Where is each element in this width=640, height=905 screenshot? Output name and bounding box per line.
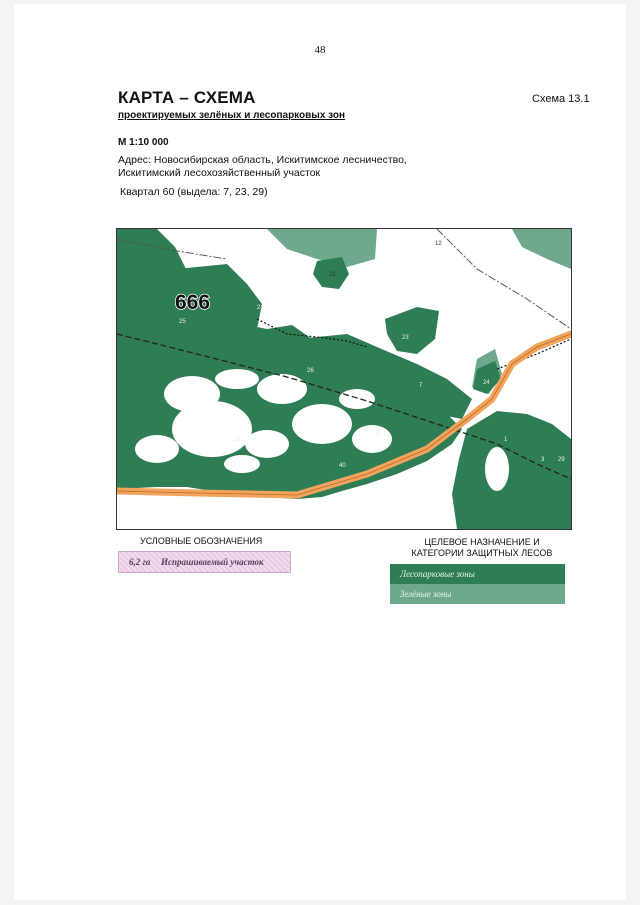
plot-label: 23 — [402, 335, 409, 341]
plot-label: 3 — [541, 457, 545, 463]
plot-label: 29 — [558, 457, 565, 463]
block-number-label: 666 — [175, 291, 211, 314]
map-scheme — [116, 228, 572, 530]
zones-legend-title-line-1: ЦЕЛЕВОЕ НАЗНАЧЕНИЕ И — [424, 537, 540, 547]
page-number: 48 — [314, 44, 326, 56]
plot-label: 12 — [435, 241, 442, 247]
plot-label: 1 — [504, 437, 508, 443]
zone-forest-park — [390, 564, 565, 584]
plot-label: 40 — [339, 463, 346, 469]
plot-label: 30 — [374, 430, 381, 436]
plot-label: 24 — [483, 380, 490, 386]
legend-item-label: Испрашиваемый участок — [161, 557, 264, 567]
zone-green — [390, 584, 565, 604]
map-canvas — [117, 229, 571, 529]
legend-area-value: 6,2 га — [129, 557, 151, 567]
page-title: КАРТА – СХЕМА — [118, 88, 256, 107]
plot-label: 21 — [257, 305, 264, 311]
plot-label: 25 — [179, 319, 186, 325]
page-subtitle: проектируемых зелёных и лесопарковых зон — [118, 110, 346, 121]
quarter-text: Квартал 60 (выдела: 7, 23, 29) — [120, 186, 268, 198]
forest-area-east — [452, 411, 571, 529]
zone-label: Зелёные зоны — [400, 589, 452, 599]
scale-label: М 1:10 000 — [118, 137, 169, 148]
plot-label: 7 — [419, 383, 423, 389]
plot-label: 26 — [307, 368, 314, 374]
zones-legend-title — [400, 537, 564, 559]
scheme-label: Схема 13.1 — [532, 93, 590, 105]
light-zone-area-2 — [512, 229, 571, 269]
legend-requested-plot — [118, 551, 291, 573]
forest-plot-23 — [385, 307, 439, 354]
zone-label: Лесопарковые зоны — [400, 569, 475, 579]
zones-legend-title-line-2: КАТЕГОРИИ ЗАЩИТНЫХ ЛЕСОВ — [411, 548, 553, 558]
address-text: Адрес: Новосибирская область, Искитимское лесничество, Искитимский лесохозяйственный участок — [118, 154, 407, 179]
legend-title: УСЛОВНЫЕ ОБОЗНАЧЕНИЯ — [140, 536, 263, 546]
plot-label: 29 — [234, 437, 241, 443]
plot-label: 22 — [329, 272, 336, 278]
